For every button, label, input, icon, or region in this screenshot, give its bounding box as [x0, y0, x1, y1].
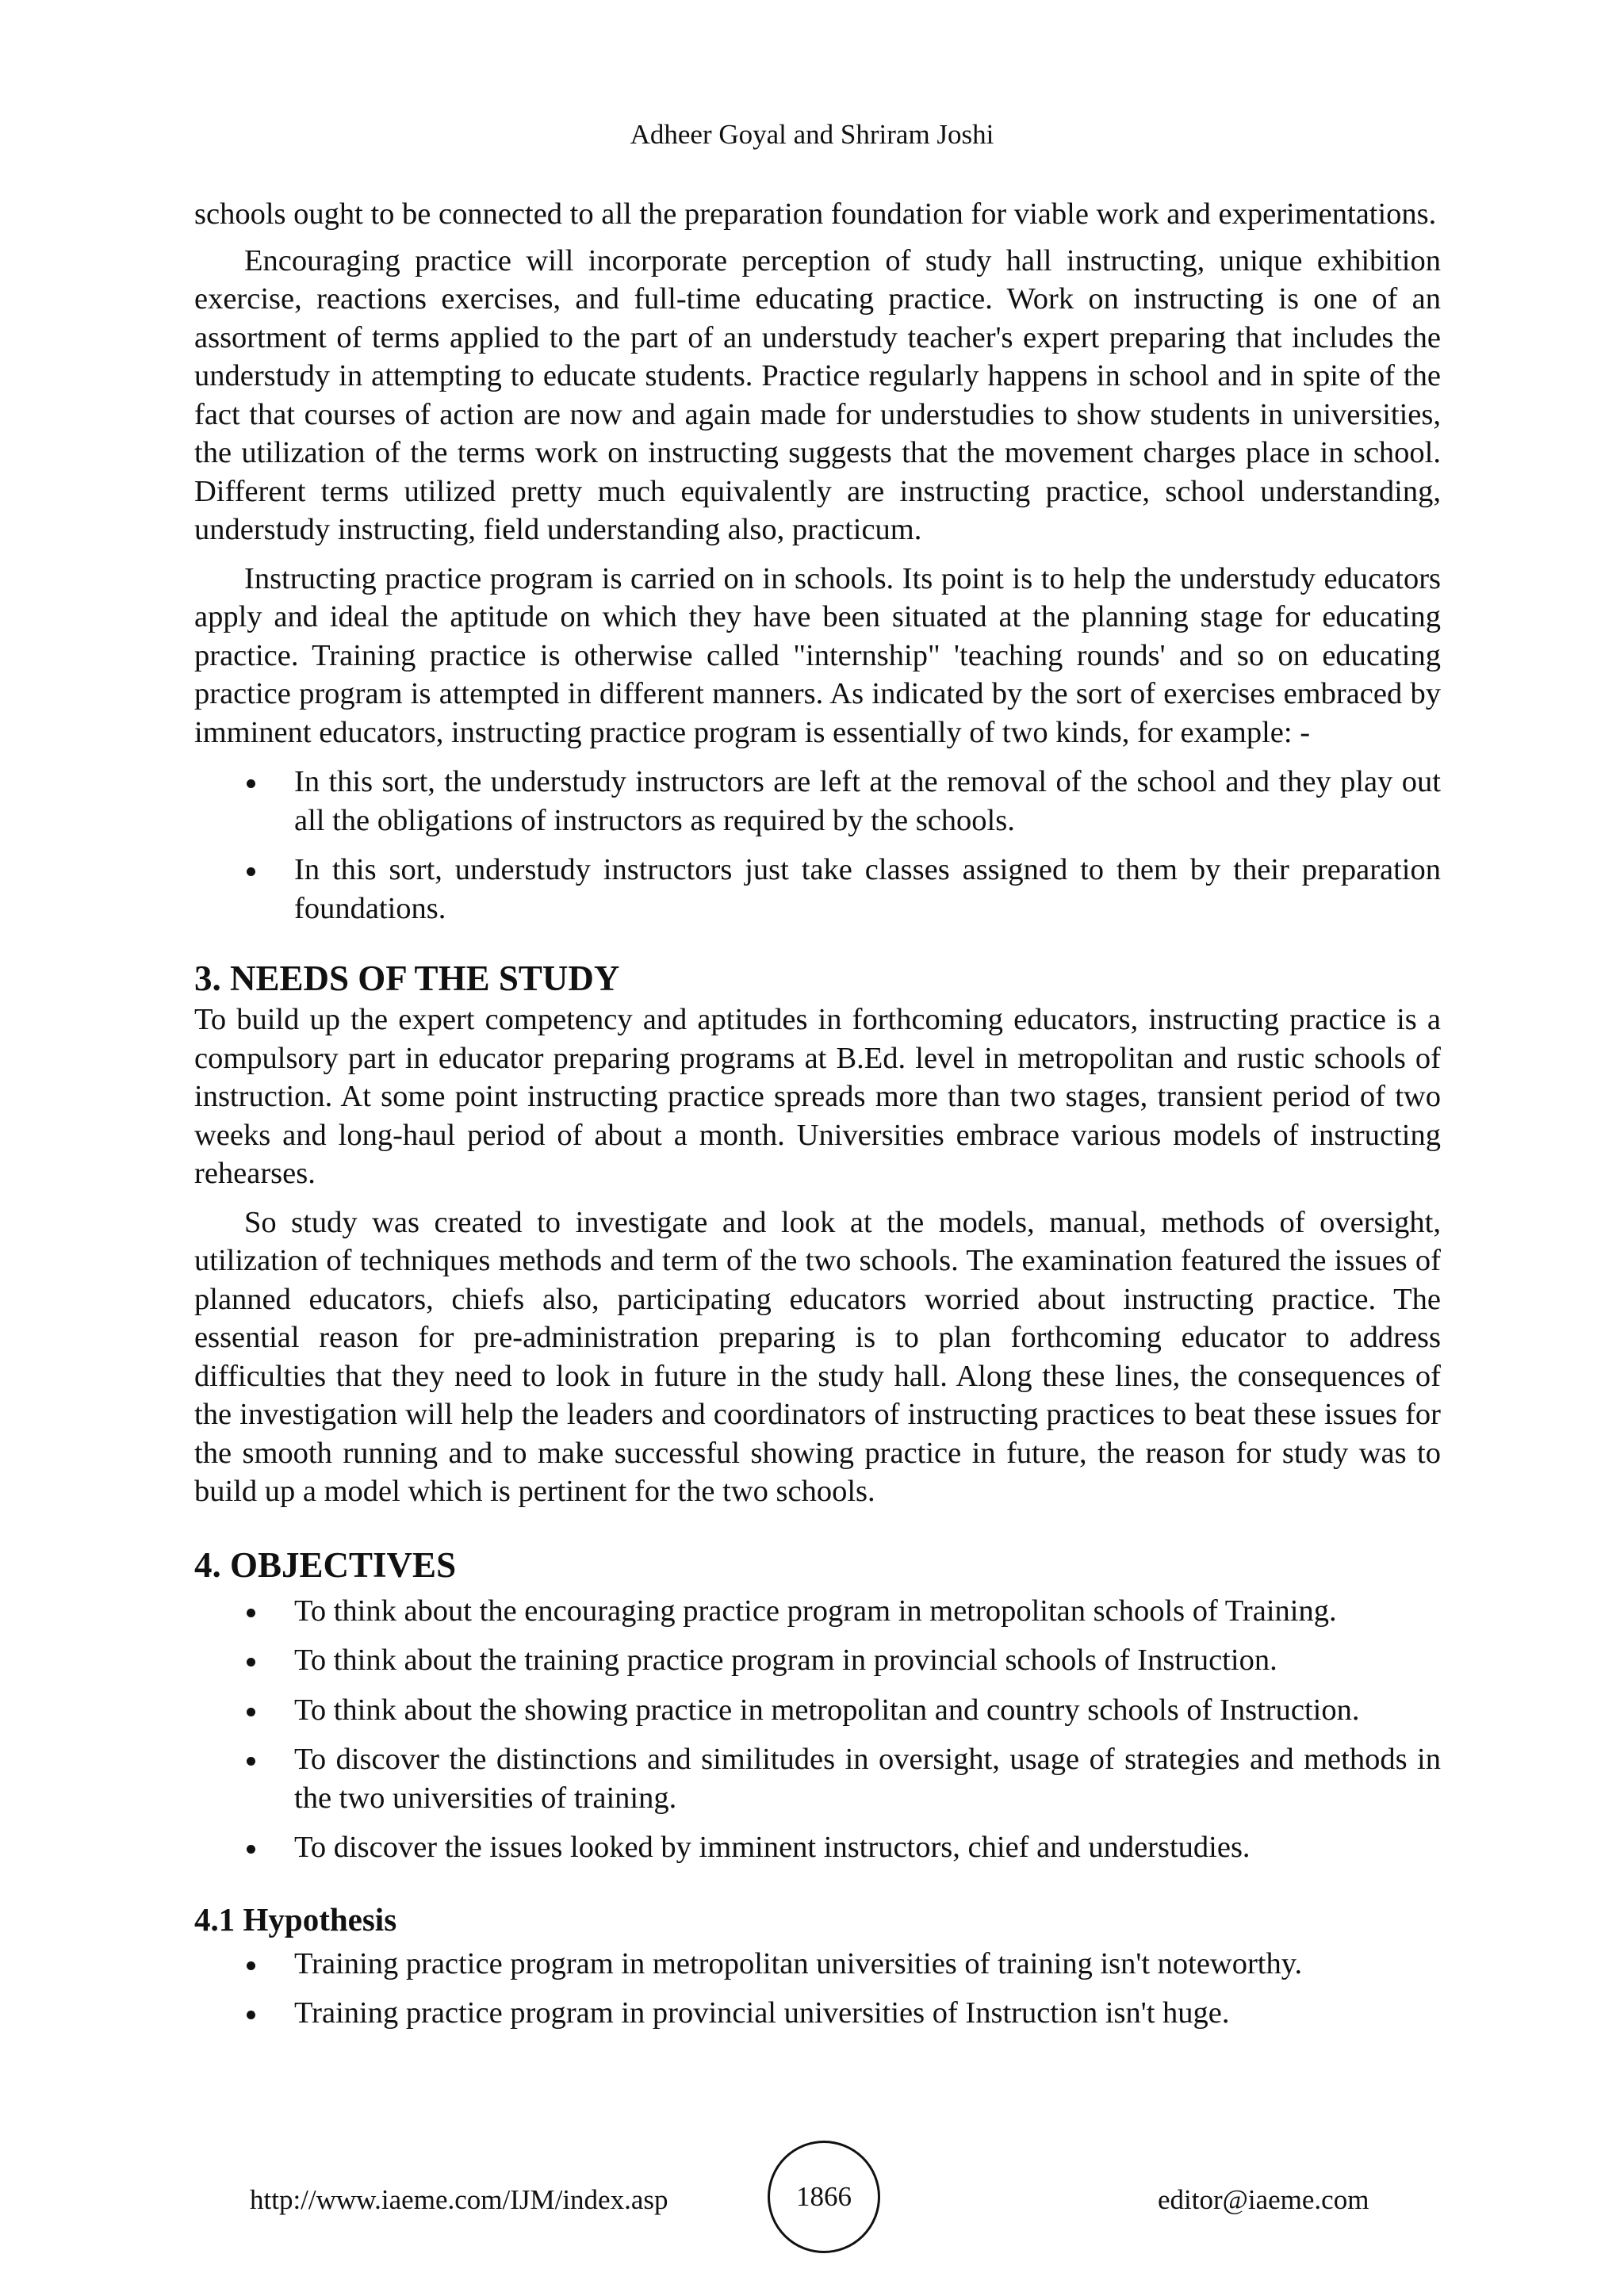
footer-email-link[interactable]: editor@iaeme.com — [1158, 2184, 1369, 2215]
list-item: To think about the showing practice in metropolitan and country schools of Instruction. — [194, 1691, 1441, 1730]
bullet-icon — [247, 1708, 255, 1716]
page-body — [194, 195, 1441, 2033]
bullet-icon — [247, 1961, 255, 1970]
bullet-icon — [247, 1609, 255, 1617]
objectives-list — [194, 1592, 1441, 1867]
intro-paragraph-2: Encouraging practice will incorporate perception of study hall instructing, unique exhibition exercise, reactions exercises, and full-time educating practice. Work on instructing is one of an assortment of terms applied to the part of an understudy teacher's expert preparing that includes the understudy in attempting to educate students. Practice regularly happens in school and in spite of the fact that courses of action are now and again made for understudies to show students in universities, the utilization of the terms work on instructing suggests that the movement charges place in school. Different terms utilized pretty much equivalently are instructing practice, school understanding, understudy instructing, field understanding also, practicum. — [194, 243, 1441, 546]
subsection-heading-hypothesis: 4.1 Hypothesis — [194, 1900, 397, 1938]
section-heading-needs: 3. NEEDS OF THE STUDY — [194, 959, 620, 998]
needs-paragraph-2: So study was created to investigate and look at the models, manual, methods of oversight, utilization of techniques methods and term of the two schools. The examination featured the issues of planned educators, chiefs also, participating educators worried about instructing practice. The essential reason for pre-administration preparing is to plan forthcoming educator to address difficulties that they need to look in future in the study hall. Along these lines, the consequences of the investigation will help the leaders and coordinators of instructing practices to beat these issues for the smooth running and to make successful showing practice in future, the reason for study was to build up a model which is pertinent for the two schools. — [194, 1205, 1441, 1508]
hypothesis-list — [194, 1945, 1441, 2033]
bullet-icon — [247, 779, 255, 788]
footer-url-link[interactable]: http://www.iaeme.com/IJM/index.asp — [250, 2184, 668, 2215]
list-item: To think about the encouraging practice program in metropolitan schools of Training. — [194, 1592, 1441, 1631]
list-item: In this sort, the understudy instructors are left at the removal of the school and they play out all the obligations of instructors as required by the schools. — [194, 763, 1441, 840]
bullet-icon — [247, 1757, 255, 1766]
list-item: In this sort, understudy instructors just take classes assigned to them by their preparation foundations. — [194, 851, 1441, 928]
list-item: Training practice program in provincial universities of Instruction isn't huge. — [194, 1994, 1441, 2033]
page-number: 1866 — [768, 2141, 880, 2253]
intro-paragraph-1: schools ought to be connected to all the preparation foundation for viable work and experimentations. — [194, 197, 1437, 231]
needs-paragraph-1: To build up the expert competency and aptitudes in forthcoming educators, instructing practice is a compulsory part in educator preparing programs at B.Ed. level in metropolitan and rustic schools of instruction. At some point instructing practice spreads more than two stages, transient period of two weeks and long-haul period of about a month. Universities embrace various models of instructing rehearses. — [194, 1003, 1441, 1190]
list-item: To think about the training practice program in provincial schools of Instruction. — [194, 1641, 1441, 1680]
bullet-icon — [247, 867, 255, 876]
bullet-icon — [247, 1658, 255, 1667]
page-footer — [0, 2141, 1624, 2260]
list-item: To discover the distinctions and similitudes in oversight, usage of strategies and methods in the two universities of training. — [194, 1740, 1441, 1817]
intro-paragraph-3: Instructing practice program is carried on in schools. Its point is to help the understudy educators apply and ideal the aptitude on which they have been situated at the planning stage for educating practice. Training practice is otherwise called "internship" 'teaching rounds' and so on educating practice program is attempted in different manners. As indicated by the sort of exercises embraced by imminent educators, instructing practice program is essentially of two kinds, for example: - — [194, 561, 1441, 749]
practice-types-list — [194, 763, 1441, 928]
bullet-icon — [247, 2011, 255, 2019]
bullet-icon — [247, 1845, 255, 1854]
list-item: To discover the issues looked by imminent instructors, chief and understudies. — [194, 1828, 1441, 1867]
section-heading-objectives: 4. OBJECTIVES — [194, 1544, 457, 1585]
running-head: Adheer Goyal and Shriram Joshi — [630, 119, 994, 150]
list-item: Training practice program in metropolitan universities of training isn't noteworthy. — [194, 1945, 1441, 1984]
